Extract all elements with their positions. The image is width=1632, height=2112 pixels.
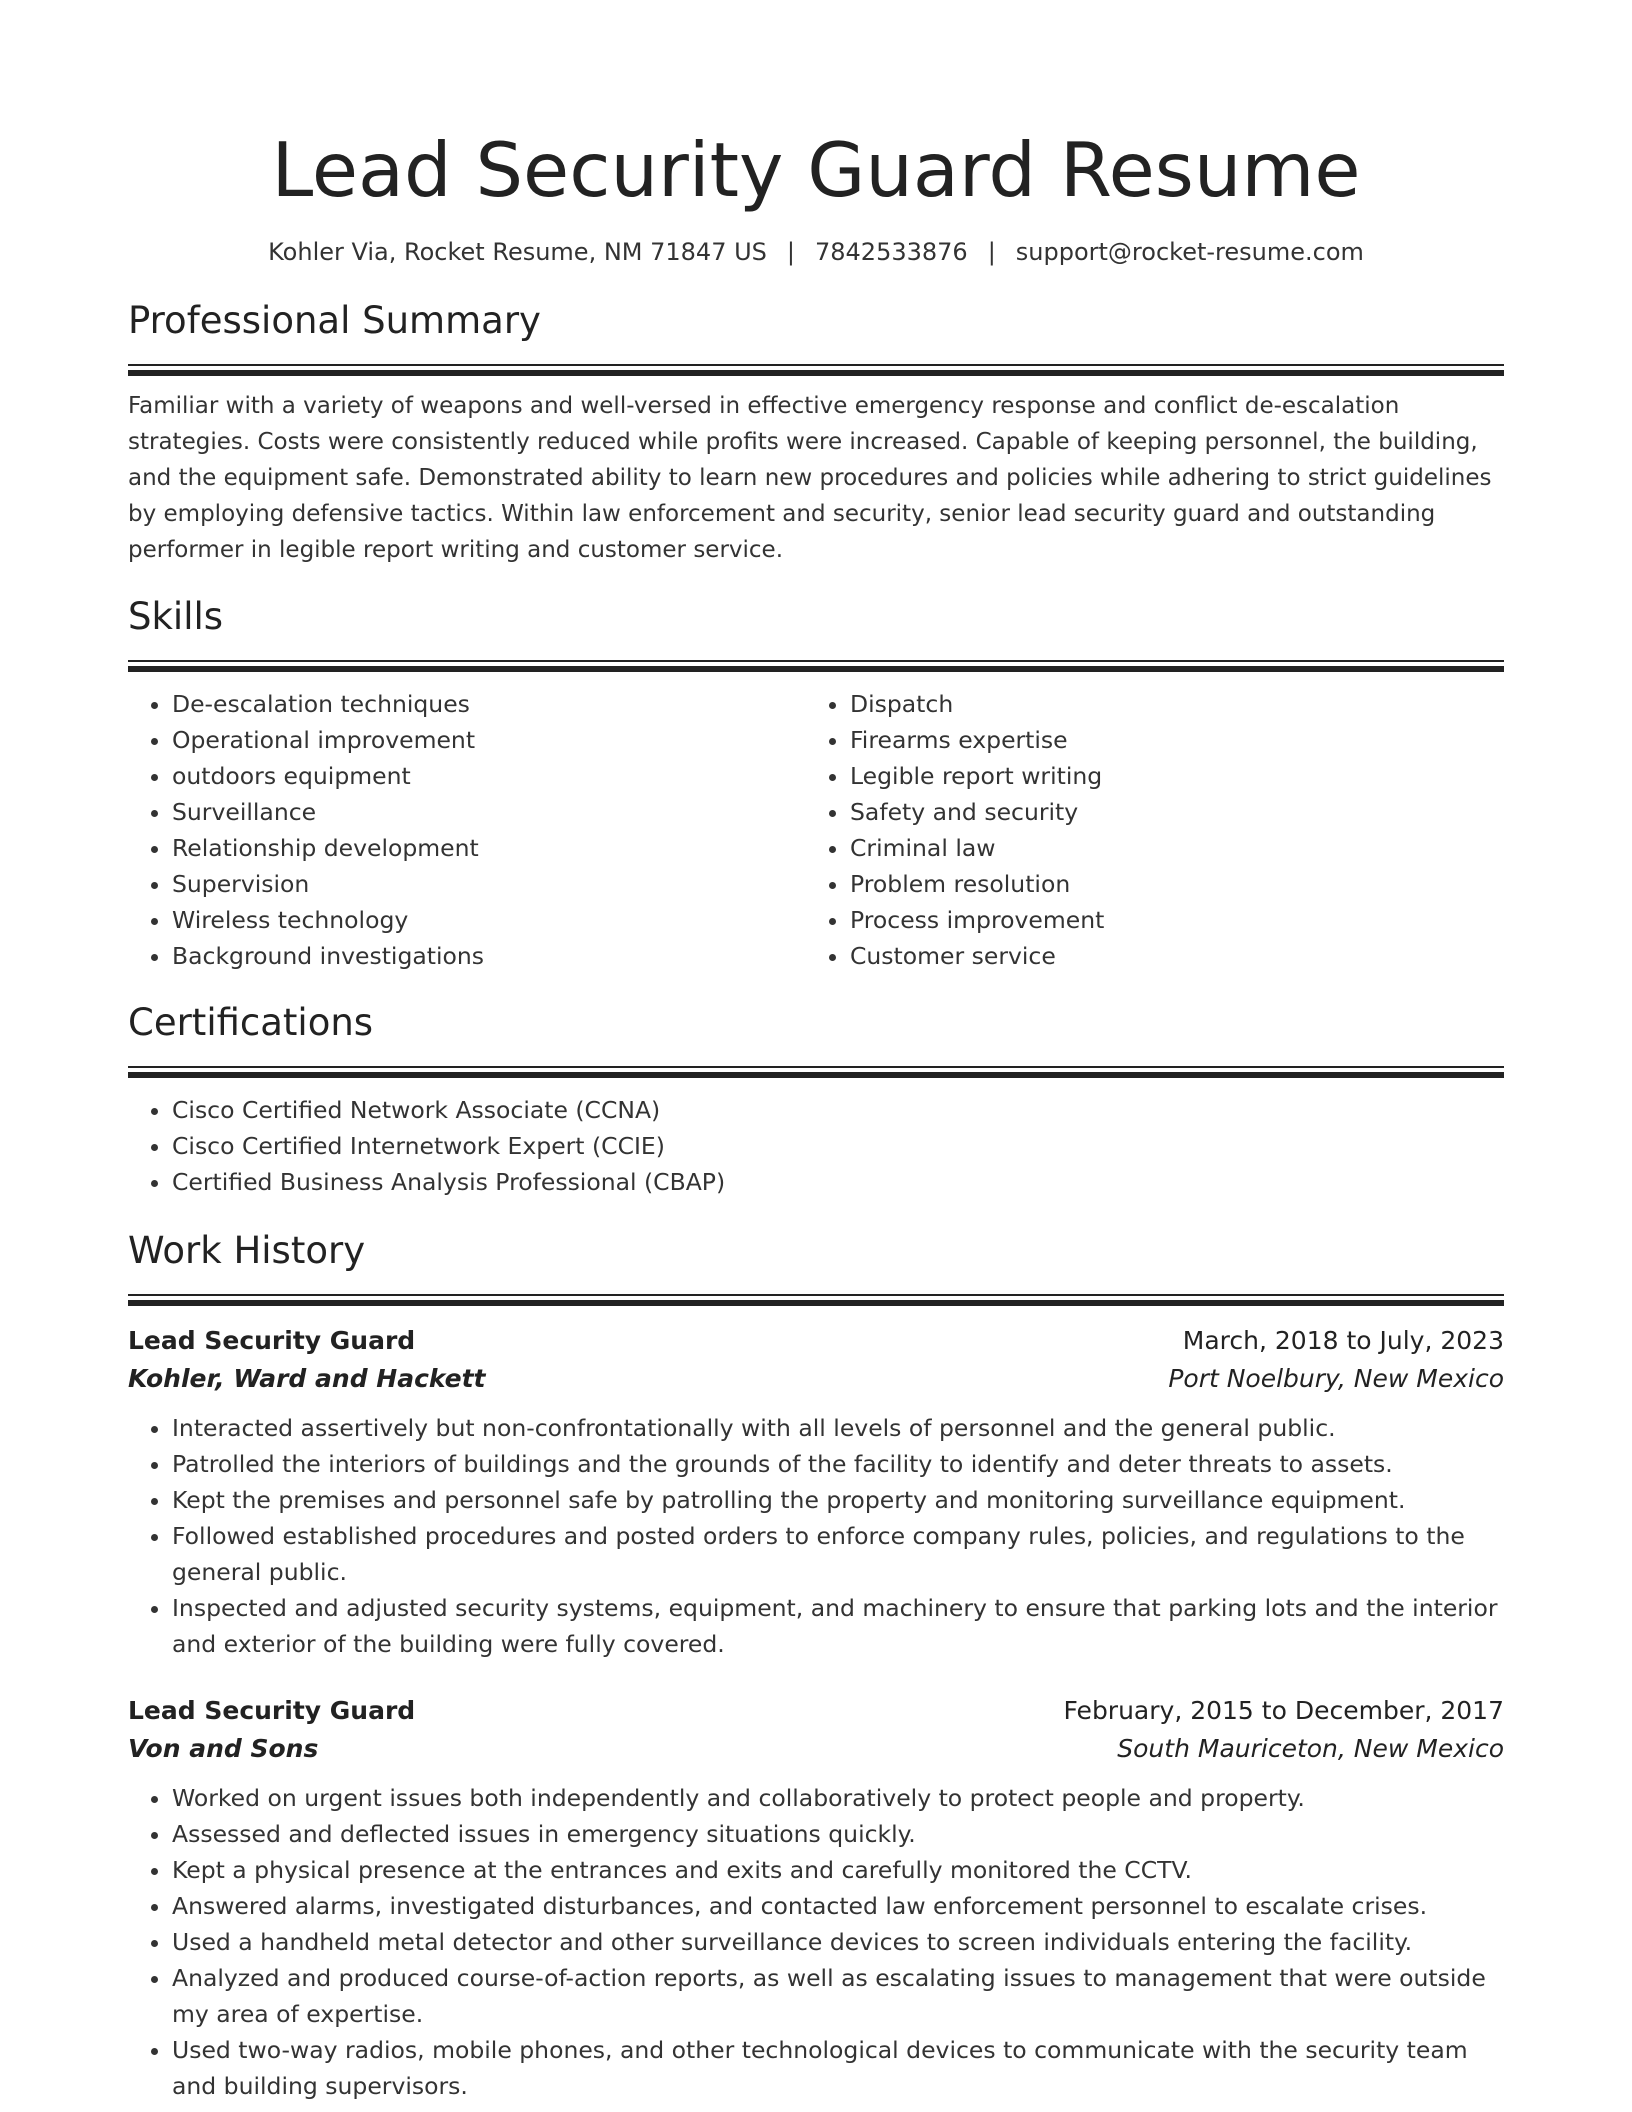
skill-item: • Safety and security [850, 794, 1484, 830]
summary-heading: Professional Summary [128, 299, 541, 342]
summary-section [128, 298, 1504, 568]
work-history-section [128, 1228, 1504, 2104]
section-divider [128, 660, 1504, 672]
job-duty-item: • Assessed and deflected issues in emergency situations quickly. [172, 1816, 1504, 1852]
job-title: Lead Security Guard [128, 1326, 416, 1355]
job-company: Kohler, Ward and Hackett [128, 1364, 486, 1393]
section-divider [128, 1066, 1504, 1078]
skill-item: • Surveillance [172, 794, 806, 830]
section-divider [128, 364, 1504, 376]
skills-column-left [128, 686, 806, 974]
job-duty-item: • Inspected and adjusted security systems, equipment, and machinery to ensure that parking lots and the interior and exterior of the building were fully covered. [172, 1590, 1504, 1662]
job-duty-item: • Used a handheld metal detector and other surveillance devices to screen individuals entering the facility. [172, 1924, 1504, 1960]
skill-item: • Operational improvement [172, 722, 806, 758]
job-duties-list [128, 1780, 1504, 2104]
skill-item: • outdoors equipment [172, 758, 806, 794]
job-duty-item: • Analyzed and produced course-of-action reports, as well as escalating issues to management that were outside my area of expertise. [172, 1960, 1504, 2032]
job-subheader [128, 1360, 1504, 1398]
job-header [128, 1692, 1504, 1730]
skill-item: • Dispatch [850, 686, 1484, 722]
job-subheader [128, 1730, 1504, 1768]
section-divider [128, 1294, 1504, 1306]
job-duty-item: • Worked on urgent issues both independently and collaboratively to protect people and property. [172, 1780, 1504, 1816]
job-company: Von and Sons [128, 1734, 319, 1763]
skill-item: • Relationship development [172, 830, 806, 866]
certifications-heading: Certifications [128, 1001, 374, 1044]
skill-item: • Problem resolution [850, 866, 1484, 902]
job-entry [128, 1692, 1504, 2104]
job-duty-item: • Interacted assertively but non-confrontationally with all levels of personnel and the general public. [172, 1410, 1504, 1446]
skill-item: • Wireless technology [172, 902, 806, 938]
certification-item: • Cisco Certified Internetwork Expert (CCIE) [172, 1128, 1504, 1164]
work-history-heading: Work History [128, 1229, 366, 1272]
skills-columns [128, 686, 1504, 974]
job-duties-list [128, 1410, 1504, 1662]
job-duty-item: • Kept a physical presence at the entrances and exits and carefully monitored the CCTV. [172, 1852, 1504, 1888]
certification-item: • Cisco Certified Network Associate (CCNA) [172, 1092, 1504, 1128]
certifications-list [128, 1092, 1504, 1200]
resume-page [128, 0, 1504, 2104]
skill-item: • Criminal law [850, 830, 1484, 866]
contact-phone: 7842533876 [814, 238, 968, 266]
skill-item: • Background investigations [172, 938, 806, 974]
skills-section [128, 594, 1504, 974]
summary-text: Familiar with a variety of weapons and well-versed in effective emergency response and conflict de-escalation strategies. Costs were consistently reduced while profits were increased. Capable of keeping personnel, the building, and the equipment safe. Demonstrated ability to learn new procedures and policies while adhering to strict guidelines by employing defensive tactics. Within law enforcement and security, senior lead security guard and outstanding performer in legible report writing and customer service. [128, 393, 1492, 563]
skill-item: • Supervision [172, 866, 806, 902]
job-duty-item: • Kept the premises and personnel safe by patrolling the property and monitoring surveillance equipment. [172, 1482, 1504, 1518]
skill-item: • Firearms expertise [850, 722, 1484, 758]
job-location: South Mauriceton, New Mexico [1117, 1734, 1504, 1763]
job-dates: March, 2018 to July, 2023 [1182, 1326, 1504, 1355]
contact-separator: | [987, 238, 996, 266]
resume-title: Lead Security Guard Resume [271, 126, 1361, 214]
job-duty-item: • Followed established procedures and posted orders to enforce company rules, policies, and regulations to the general public. [172, 1518, 1504, 1590]
certification-item: • Certified Business Analysis Professional (CBAP) [172, 1164, 1504, 1200]
job-header [128, 1322, 1504, 1360]
skill-item: • Process improvement [850, 902, 1484, 938]
skill-item: • De-escalation techniques [172, 686, 806, 722]
job-location: Port Noelbury, New Mexico [1168, 1364, 1504, 1393]
certifications-section [128, 1000, 1504, 1200]
job-entry [128, 1322, 1504, 1662]
contact-separator: | [786, 238, 795, 266]
job-title: Lead Security Guard [128, 1696, 416, 1725]
skills-heading: Skills [128, 595, 224, 638]
skills-column-right [806, 686, 1484, 974]
skills-list-right [806, 686, 1484, 974]
skill-item: • Legible report writing [850, 758, 1484, 794]
contact-line [128, 236, 1504, 268]
job-dates: February, 2015 to December, 2017 [1063, 1696, 1504, 1725]
job-duty-item: • Patrolled the interiors of buildings and the grounds of the facility to identify and deter threats to assets. [172, 1446, 1504, 1482]
contact-email: support@rocket-resume.com [1015, 238, 1364, 266]
skill-item: • Customer service [850, 938, 1484, 974]
job-duty-item: • Answered alarms, investigated disturbances, and contacted law enforcement personnel to escalate crises. [172, 1888, 1504, 1924]
contact-address: Kohler Via, Rocket Resume, NM 71847 US [268, 238, 767, 266]
job-duty-item: • Used two-way radios, mobile phones, and other technological devices to communicate with the security team and building supervisors. [172, 2032, 1504, 2104]
skills-list-left [128, 686, 806, 974]
